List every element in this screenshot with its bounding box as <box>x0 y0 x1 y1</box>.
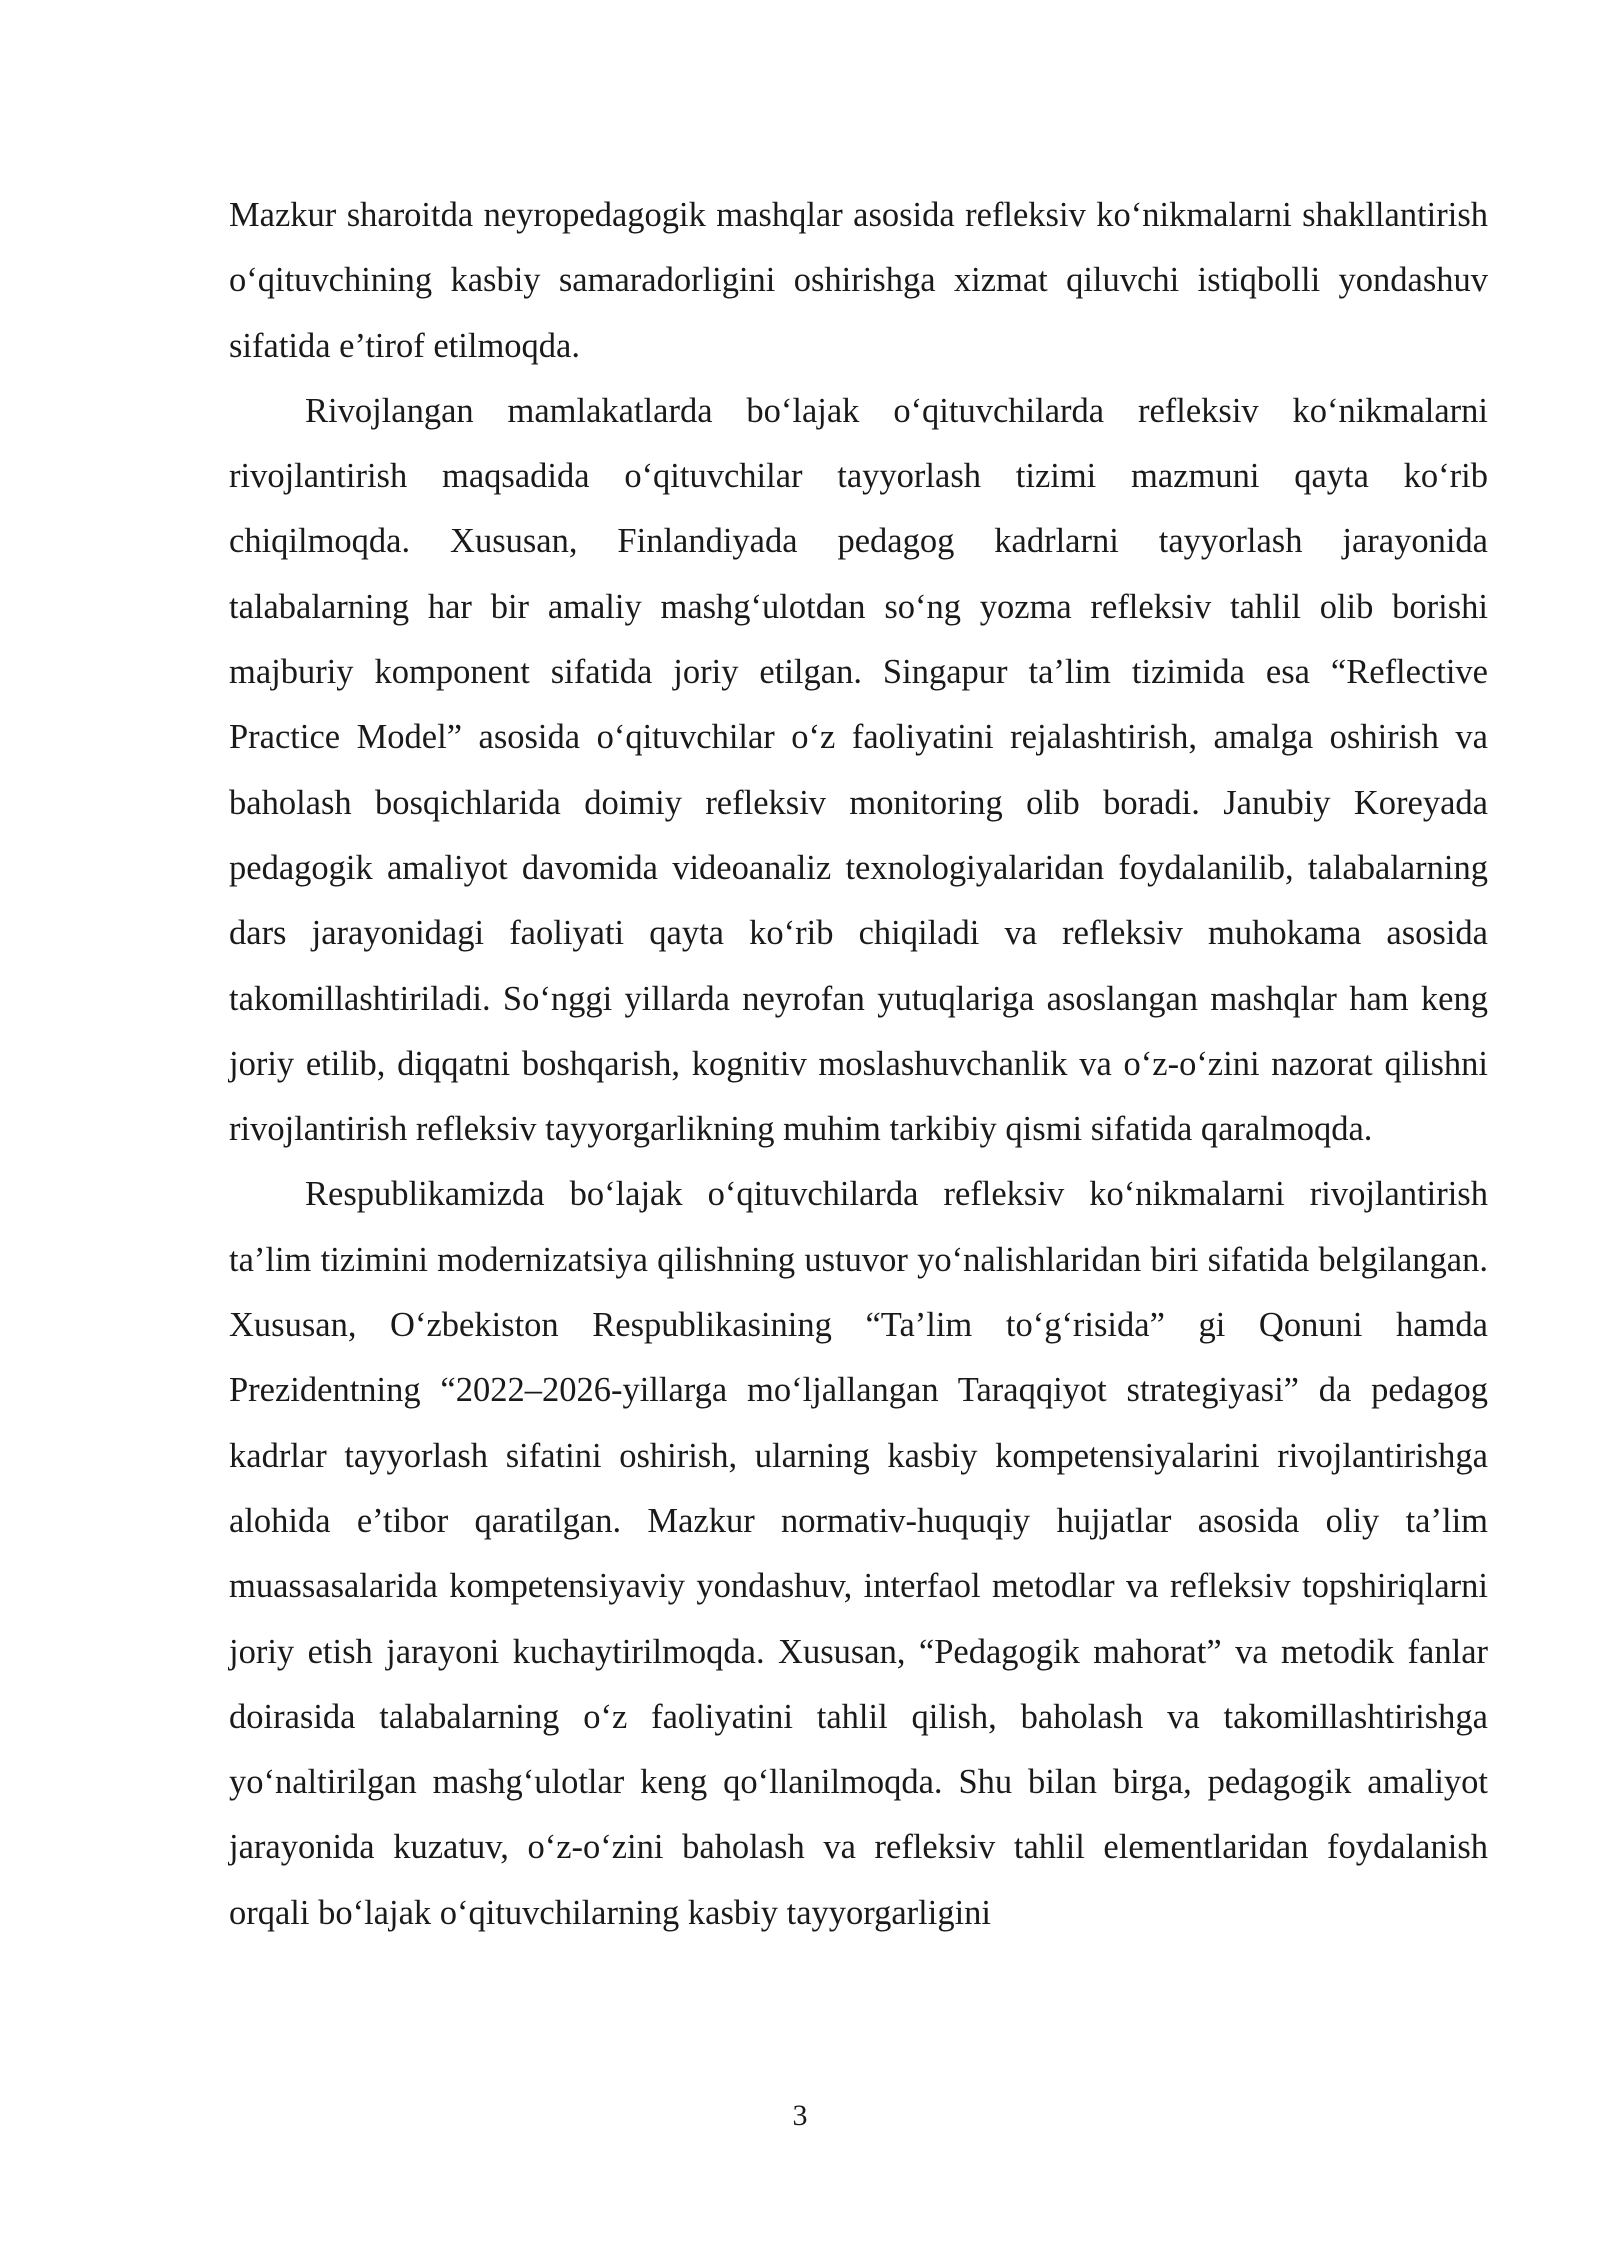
body-text <box>229 183 1488 1946</box>
page-number: 3 <box>792 2099 808 2132</box>
paragraph-republic: Respublikamizda bo‘lajak o‘qituvchilarda refleksiv ko‘nikmalarni rivojlantirish ta’lim tizimini modernizatsiya qilishning ustuvor yo‘nalishlaridan biri sifatida belgilangan. Xususan, O‘zbekiston Respublikasining “Ta’lim to‘g‘risida” gi Qonuni hamda Prezidentning “2022–2026-yillarga mo‘ljallangan Taraqqiyot strategiyasi” da pedagog kadrlar tayyorlash sifatini oshirish, ularning kasbiy kompetensiyalarini rivojlantirishga alohida e’tibor qaratilgan. Mazkur normativ-huquqiy hujjatlar asosida oliy ta’lim muassasalarida kompetensiyaviy yondashuv, interfaol metodlar va refleksiv topshiriqlarni joriy etish jarayoni kuchaytirilmoqda. Xususan, “Pedagogik mahorat” va metodik fanlar doirasida talabalarning o‘z faoliyatini tahlil qilish, baholash va takomillashtirishga yo‘naltirilgan mashg‘ulotlar keng qo‘llanilmoqda. Shu bilan birga, pedagogik amaliyot jarayonida kuzatuv, o‘z-o‘zini baholash va refleksiv tahlil elementlaridan foydalanish orqali bo‘lajak o‘qituvchilarning kasbiy tayyorgarligini <box>229 1175 1488 1932</box>
paragraph-developed-countries: Rivojlangan mamlakatlarda bo‘lajak o‘qituvchilarda refleksiv ko‘nikmalarni rivojlantirish maqsadida o‘qituvchilar tayyorlash tizimi mazmuni qayta ko‘rib chiqilmoqda. Xususan, Finlandiyada pedagog kadrlarni tayyorlash jarayonida talabalarning har bir amaliy mashg‘ulotdan so‘ng yozma refleksiv tahlil olib borishi majburiy komponent sifatida joriy etilgan. Singapur ta’lim tizimida esa “Reflective Practice Model” asosida o‘qituvchilar o‘z faoliyatini rejalashtirish, amalga oshirish va baholash bosqichlarida doimiy refleksiv monitoring olib boradi. Janubiy Koreyada pedagogik amaliyot davomida videoanaliz texnologiyalaridan foydalanilib, talabalarning dars jarayonidagi faoliyati qayta ko‘rib chiqiladi va refleksiv muhokama asosida takomillashtiriladi. So‘nggi yillarda neyrofan yutuqlariga asoslangan mashqlar ham keng joriy etilib, diqqatni boshqarish, kognitiv moslashuvchanlik va o‘z-o‘zini nazorat qilishni rivojlantirish refleksiv tayyorgarlikning muhim tarkibiy qismi sifatida qaralmoqda. <box>229 391 1488 1149</box>
paragraph-intro-continuation: Mazkur sharoitda neyropedagogik mashqlar asosida refleksiv ko‘nikmalarni shakllantirish o‘qituvchining kasbiy samaradorligini oshirishga xizmat qiluvchi istiqbolli yondashuv sifatida e’tirof etilmoqda. <box>229 196 1488 365</box>
